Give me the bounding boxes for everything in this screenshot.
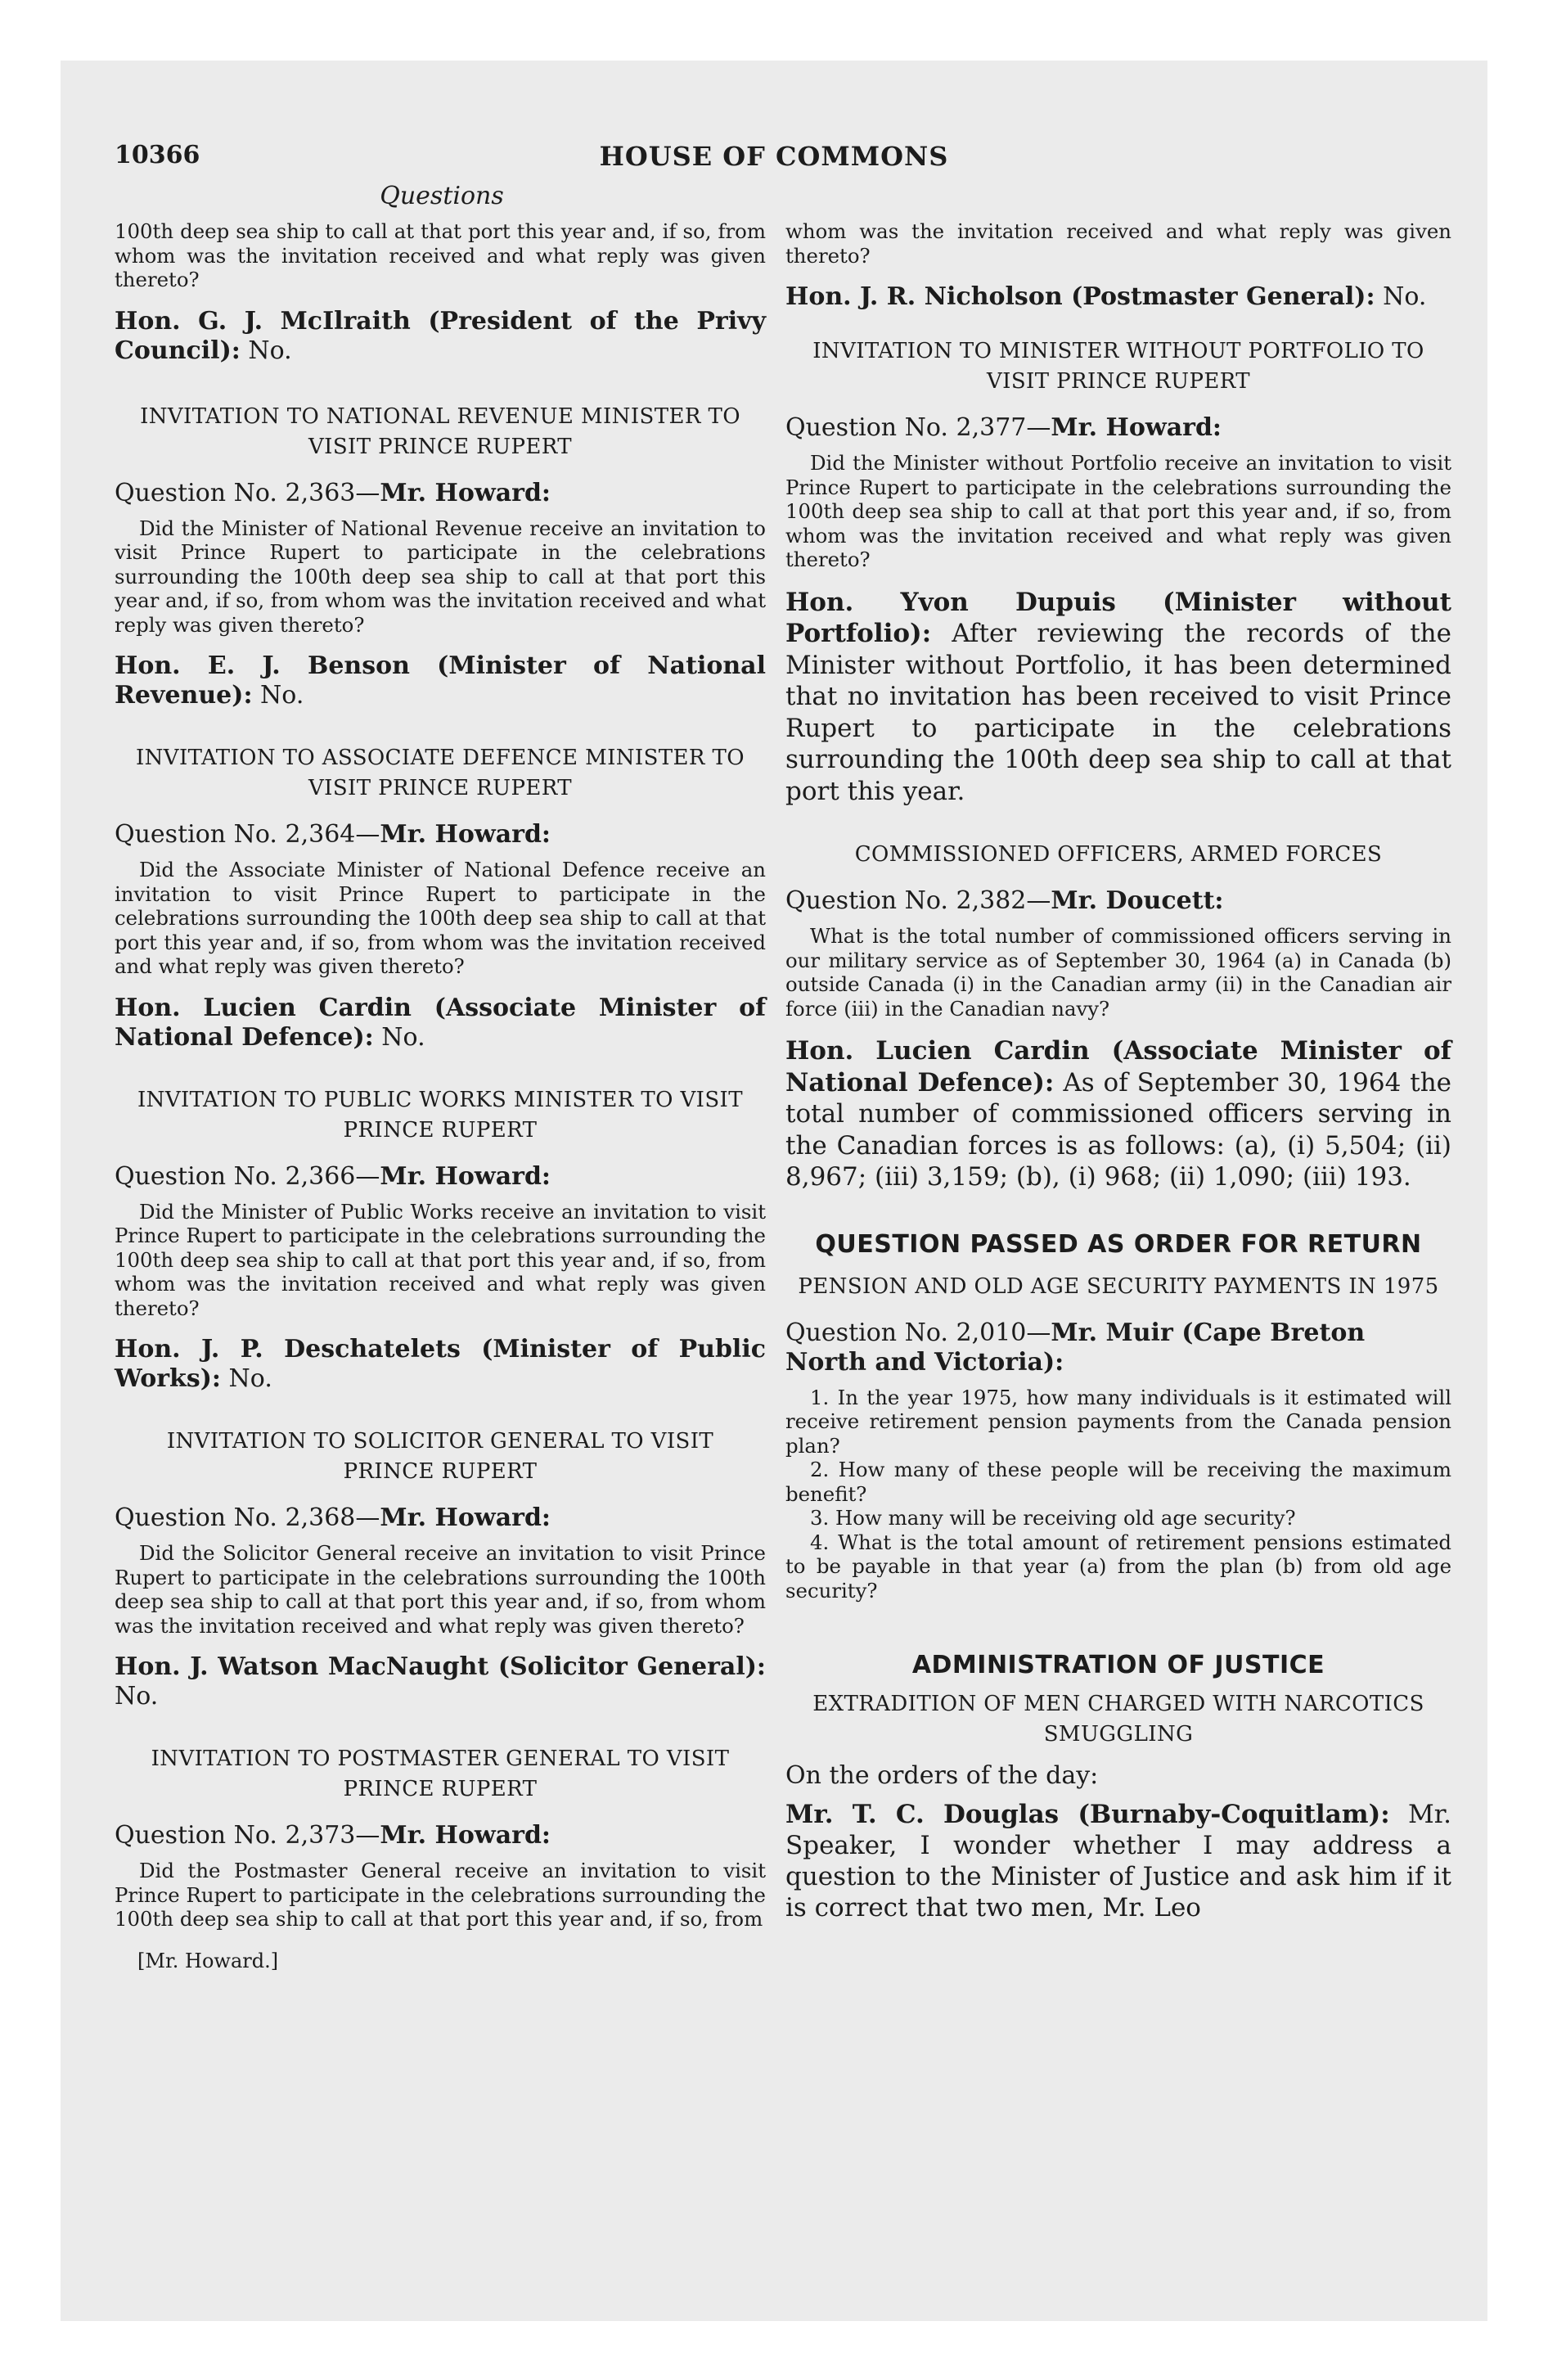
answer <box>115 1335 766 1394</box>
question-label: Question No. 2,377—Mr. Howard: <box>785 413 1222 442</box>
question-label: Question No. 2,366—Mr. Howard: <box>115 1161 551 1191</box>
question-text: What is the total number of commissioned officers serving in our military service as of September 30, 1964 (a) in Canada (b) outside Canada (i) in the Canadian army (ii) in the Canadian air force (iii) in the Canadian navy? <box>785 924 1451 1021</box>
answer <box>115 994 766 1053</box>
section-title: COMMISSIONED OFFICERS, ARMED FORCES <box>854 842 1383 867</box>
answer <box>115 1652 766 1711</box>
speaker: Mr. T. C. Douglas (Burnaby-Coquitlam): <box>785 1800 1390 1829</box>
question-label: Question No. 2,368—Mr. Howard: <box>115 1503 551 1532</box>
major-heading: QUESTION PASSED AS ORDER FOR RETURN <box>815 1229 1422 1259</box>
speaker: Hon. J. R. Nicholson (Postmaster General): <box>785 282 1375 311</box>
section-title: INVITATION TO SOLICITOR GENERAL TO VISIT PRINCE RUPERT <box>166 1429 714 1484</box>
speaker: Hon. Lucien Cardin (Associate Minister of National Defence): <box>785 1036 1451 1098</box>
section-title: EXTRADITION OF MEN CHARGED WITH NARCOTICS SMUGGLING <box>812 1692 1424 1747</box>
speech-text: Mr. Speaker, I wonder whether I may address a question to the Minister of Justice and ask him if it is correct that two men, Mr. Leo <box>785 1800 1451 1922</box>
question-label: Question No. 2,364—Mr. Howard: <box>115 820 551 849</box>
answer <box>115 651 766 710</box>
speech <box>785 1799 1451 1923</box>
speaker: Hon. G. J. McIlraith (President of the Privy Council): <box>115 306 766 365</box>
section-title: INVITATION TO NATIONAL REVENUE MINISTER TO VISIT PRINCE RUPERT <box>140 403 740 459</box>
question-text: 3. How many will be receiving old age security? <box>810 1506 1296 1530</box>
question-label: Question No. 2,373—Mr. Howard: <box>115 1821 551 1850</box>
question-text: Did the Minister without Portfolio receive an invitation to visit Prince Rupert to participate in the celebrations surrounding the 100th deep sea ship to call at that port this year and, if so, from whom was the invitation received and what reply was given thereto? <box>785 451 1451 571</box>
speaker: Hon. E. J. Benson (Minister of National Revenue): <box>115 651 766 710</box>
question-text: Did the Postmaster General receive an invitation to visit Prince Rupert to participate in the celebrations surrounding the 100th deep sea ship to call at that port this year and, if so, from <box>115 1859 766 1931</box>
speaker: Hon. J. P. Deschatelets (Minister of Public Works): <box>115 1335 766 1393</box>
answer-text: After reviewing the records of the Minister without Portfolio, it has been determined that no invitation has been received to visit Prince Rupert to participate in the celebrations surrounding the 100th deep sea ship to call at that port this year. <box>785 619 1451 806</box>
answer <box>785 1035 1451 1193</box>
section-title: INVITATION TO PUBLIC WORKS MINISTER TO VISIT PRINCE RUPERT <box>137 1087 743 1143</box>
answer-text: No. <box>1375 282 1427 311</box>
speaker: Hon. Yvon Dupuis (Minister without Portfolio): <box>785 587 1451 648</box>
question-text: 2. How many of these people will be receiving the maximum benefit? <box>785 1458 1451 1506</box>
question-label: Question No. 2,363—Mr. Howard: <box>115 478 551 507</box>
answer-text: No. <box>373 1022 425 1052</box>
question-text: 100th deep sea ship to call at that port this year and, if so, from whom was the invitation received and what reply was given thereto? <box>115 219 766 291</box>
question-text: Did the Solicitor General receive an invitation to visit Prince Rupert to participate in the celebrations surrounding the 100th deep sea ship to call at that port this year and, if so, from whom was the invitation received and what reply was given thereto? <box>115 1541 766 1638</box>
right-column <box>785 219 1451 1923</box>
orders-of-day: On the orders of the day: <box>785 1761 1099 1790</box>
question-text: Did the Minister of Public Works receive an invitation to visit Prince Rupert to participate in the celebrations surrounding the 100th deep sea ship to call at that port this year and, if so, from whom was the invitation received and what reply was given thereto? <box>115 1199 766 1320</box>
page-number: 10366 <box>115 141 200 169</box>
section-title: INVITATION TO MINISTER WITHOUT PORTFOLIO TO VISIT PRINCE RUPERT <box>812 339 1424 394</box>
section-italic-heading: Questions <box>380 182 504 210</box>
answer-text: No. <box>240 336 292 365</box>
running-head: HOUSE OF COMMONS <box>599 141 949 172</box>
question-text: Did the Associate Minister of National Defence receive an invitation to visit Prince Rupert to participate in the celebrations surrounding the 100th deep sea ship to call at that port this year and, if so, from whom was the invitation received and what reply was given thereto? <box>115 858 766 978</box>
speaker-tag: [Mr. Howard.] <box>137 1949 279 1972</box>
answer <box>785 587 1451 808</box>
answer-text: No. <box>115 1682 159 1711</box>
major-heading: ADMINISTRATION OF JUSTICE <box>911 1651 1325 1679</box>
question-label: Question No. 2,010—Mr. Muir (Cape Breton North and Victoria): <box>785 1318 1366 1377</box>
question-text: whom was the invitation received and what reply was given thereto? <box>785 219 1451 268</box>
answer-text: No. <box>252 681 304 710</box>
question-text: 1. In the year 1975, how many individuals is it estimated will receive retirement pension payments from the Canada pension plan? <box>785 1385 1451 1458</box>
section-title: PENSION AND OLD AGE SECURITY PAYMENTS IN 1975 <box>798 1273 1439 1299</box>
answer-text: As of September 30, 1964 the total number of commissioned officers serving in the Canadian forces is as follows: (a), (i) 5,504; (ii) 8,967; (iii) 3,159; (b), (i) 968; (ii) 1,090; (iii) 193. <box>785 1067 1451 1192</box>
answer <box>115 307 766 366</box>
question-label: Question No. 2,382—Mr. Doucett: <box>785 886 1224 915</box>
left-column <box>115 219 766 1972</box>
speaker: Hon. Lucien Cardin (Associate Minister of National Defence): <box>115 993 766 1052</box>
speaker: Hon. J. Watson MacNaught (Solicitor General): <box>115 1652 766 1681</box>
question-text: Did the Minister of National Revenue receive an invitation to visit Prince Rupert to participate in the celebrations surrounding the 100th deep sea ship to call at that port this year and, if so, from whom was the invitation received and what reply was given thereto? <box>115 516 766 637</box>
answer <box>785 282 1451 312</box>
section-title: INVITATION TO ASSOCIATE DEFENCE MINISTER TO VISIT PRINCE RUPERT <box>135 746 745 800</box>
answer-text: No. <box>221 1364 272 1393</box>
section-title: INVITATION TO POSTMASTER GENERAL TO VISIT PRINCE RUPERT <box>151 1747 730 1801</box>
question-text: 4. What is the total amount of retirement pensions estimated to be payable in that year (a) from the plan (b) from old age security? <box>785 1530 1451 1602</box>
